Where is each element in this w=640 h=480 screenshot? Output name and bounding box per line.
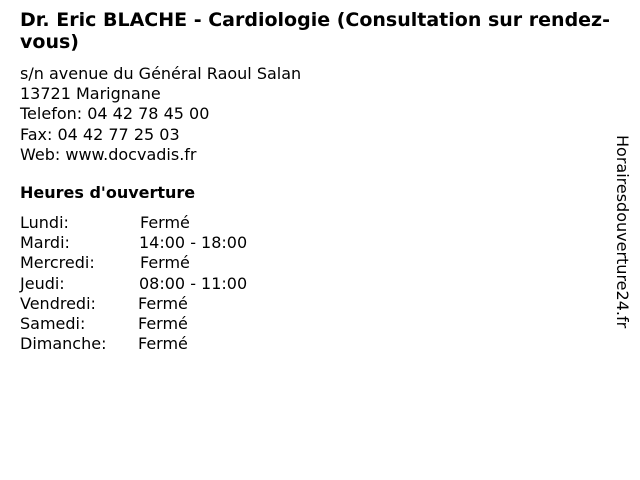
street-address: s/n avenue du Général Raoul Salan <box>20 64 302 83</box>
hours-value: Fermé <box>138 293 188 313</box>
hours-value: Fermé <box>138 313 188 333</box>
day-label: Vendredi: <box>20 293 96 313</box>
day-label: Dimanche: <box>20 334 107 354</box>
address-block <box>20 64 301 165</box>
hours-heading: Heures d'ouverture <box>20 183 196 202</box>
hours-value: 14:00 - 18:00 <box>139 233 248 253</box>
city-address: 13721 Marignane <box>20 84 161 104</box>
day-label: Lundi: <box>20 213 69 232</box>
day-label: Samedi: <box>20 313 86 333</box>
hours-value: Fermé <box>140 213 190 232</box>
fax-number: Fax: 04 42 77 25 03 <box>20 124 180 144</box>
site-watermark: Horairesdouverture24.fr <box>613 135 632 329</box>
day-label: Mardi: <box>20 233 70 253</box>
page-title: Dr. Eric BLACHE - Cardiologie (Consultation sur rendez-vous) <box>20 9 611 53</box>
hours-value: 08:00 - 11:00 <box>139 273 248 293</box>
hours-value: Fermé <box>140 253 190 273</box>
phone-number: Telefon: 04 42 78 45 00 <box>20 104 210 124</box>
hours-value: Fermé <box>138 334 188 354</box>
day-label: Jeudi: <box>20 273 65 293</box>
website: Web: www.docvadis.fr <box>20 144 197 164</box>
day-label: Mercredi: <box>20 253 95 273</box>
